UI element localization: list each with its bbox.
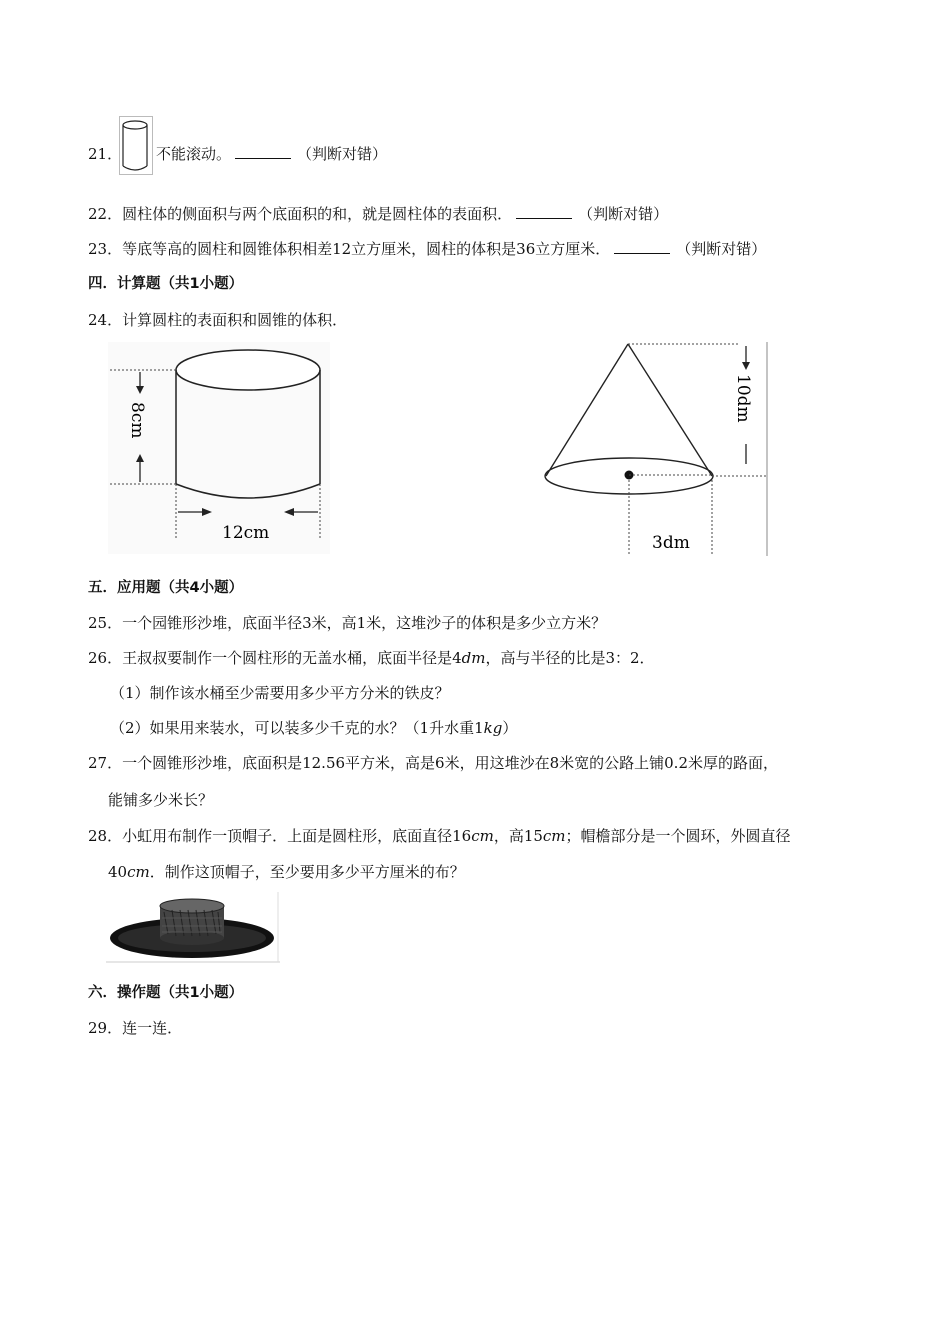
answer-blank[interactable] — [516, 204, 572, 219]
section-heading-4: 四．计算题（共1小题） — [88, 276, 244, 292]
cylinder-icon — [119, 116, 155, 176]
cone-radius-label: 3dm — [652, 533, 690, 553]
cylinder-diameter-label: 12cm — [222, 523, 270, 543]
cylinder-height-label: 8cm — [127, 402, 147, 439]
cylinder-figure — [108, 342, 330, 554]
cone-height-label: 10dm — [733, 374, 753, 423]
question-27: 27．一个圆锥形沙堆，底面积是12.56平方米，高是6米，用这堆沙在8米宽的公路上铺0.2米厚的路面， — [88, 754, 778, 772]
question-26: 26．王叔叔要制作一个圆柱形的无盖水桶，底面半径是4dm，高与半径的比是3：2． — [88, 649, 655, 667]
question-27-line-2: 能铺多少米长？ — [108, 791, 214, 809]
answer-blank[interactable] — [235, 144, 291, 159]
hat-image — [106, 892, 280, 964]
question-29: 29．连一连． — [88, 1019, 183, 1037]
question-25: 25．一个园锥形沙堆，底面半径3米，高1米，这堆沙子的体积是多少立方米？ — [88, 614, 607, 632]
question-26-sub-1: （1）制作该水桶至少需要用多少平方分米的铁皮？ — [110, 684, 450, 702]
question-28-line-2: 40cm．制作这顶帽子，至少要用多少平方厘米的布？ — [108, 863, 465, 881]
question-21 — [88, 144, 122, 164]
section-heading-6: 六．操作题（共1小题） — [88, 985, 244, 1001]
question-number: 21． — [88, 145, 123, 163]
cone-figure — [540, 338, 772, 558]
question-21-text: 不能滚动。 （判断对错） — [156, 145, 388, 163]
question-22: 22．圆柱体的侧面积与两个底面积的和，就是圆柱体的表面积． （判断对错） — [88, 205, 669, 223]
question-28: 28．小虹用布制作一顶帽子．上面是圆柱形，底面直径16cm，高15cm；帽檐部分是一个圆环，外圆直径 — [88, 827, 791, 845]
section-heading-5: 五．应用题（共4小题） — [88, 580, 244, 596]
question-23: 23．等底等高的圆柱和圆锥体积相差12立方厘米，圆柱的体积是36立方厘米． （判断对错） — [88, 240, 767, 258]
question-24: 24．计算圆柱的表面积和圆锥的体积． — [88, 311, 348, 329]
question-26-sub-2: （2）如果用来装水，可以装多少千克的水？（1升水重1kg） — [110, 719, 518, 737]
answer-blank[interactable] — [614, 239, 670, 254]
